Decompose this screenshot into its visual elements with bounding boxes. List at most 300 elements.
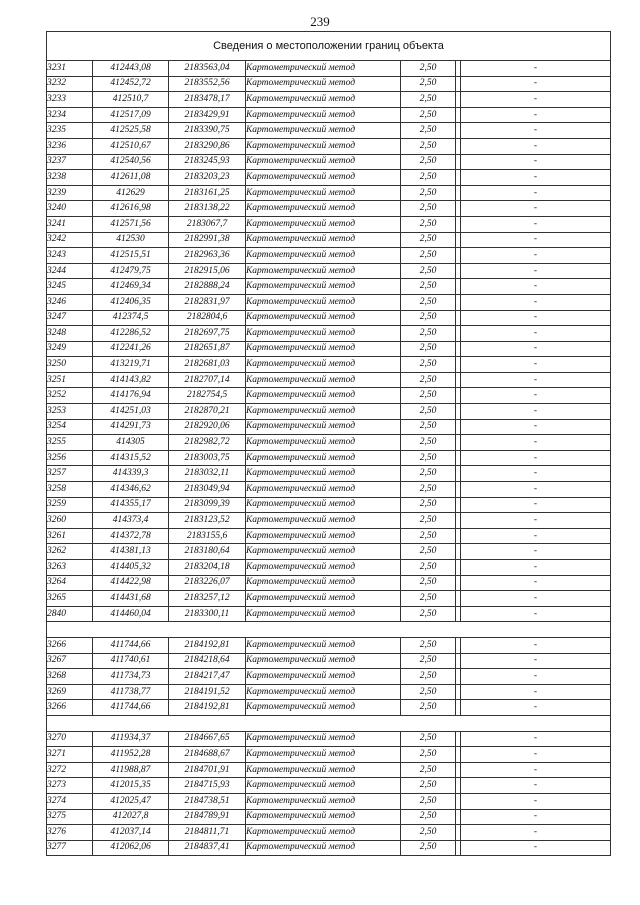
coord-y: 2183049,94 [169,482,246,498]
coord-x: 414355,17 [93,497,169,513]
point-number: 3253 [47,404,93,420]
table-row [47,201,611,217]
dash-cell: - [461,357,611,373]
coord-y: 2183180,64 [169,544,246,560]
method-cell: Картометрический метод [246,793,401,809]
method-cell: Картометрический метод [246,419,401,435]
point-number: 3240 [47,201,93,217]
precision-cell: 2,50 [401,341,456,357]
method-cell: Картометрический метод [246,482,401,498]
method-cell: Картометрический метод [246,185,401,201]
coord-x: 412406,35 [93,294,169,310]
point-number: 3276 [47,825,93,841]
precision-cell: 2,50 [401,606,456,622]
group-separator [47,622,611,638]
coord-x: 414176,94 [93,388,169,404]
coord-y: 2183245,93 [169,154,246,170]
coord-x: 412027,8 [93,809,169,825]
precision-cell: 2,50 [401,185,456,201]
method-cell: Картометрический метод [246,731,401,747]
dash-cell: - [461,762,611,778]
method-cell: Картометрический метод [246,778,401,794]
dash-cell: - [461,326,611,342]
dash-cell: - [461,185,611,201]
coord-y: 2184837,41 [169,840,246,856]
method-cell: Картометрический метод [246,76,401,92]
table-row [47,310,611,326]
dash-cell: - [461,731,611,747]
method-cell: Картометрический метод [246,123,401,139]
coord-y: 2182707,14 [169,372,246,388]
table-row [47,185,611,201]
method-cell: Картометрический метод [246,528,401,544]
coord-y: 2184738,51 [169,793,246,809]
precision-cell: 2,50 [401,575,456,591]
coord-y: 2184701,91 [169,762,246,778]
table-row [47,528,611,544]
coord-x: 414346,62 [93,482,169,498]
method-cell: Картометрический метод [246,809,401,825]
coord-y: 2183155,6 [169,528,246,544]
coord-x: 411738,77 [93,684,169,700]
coord-y: 2183478,17 [169,92,246,108]
point-number: 3265 [47,591,93,607]
coord-y: 2182991,38 [169,232,246,248]
coord-x: 414460,04 [93,606,169,622]
precision-cell: 2,50 [401,778,456,794]
point-number: 3246 [47,294,93,310]
dash-cell: - [461,747,611,763]
method-cell: Картометрический метод [246,762,401,778]
point-number: 3275 [47,809,93,825]
point-number: 3239 [47,185,93,201]
coord-y: 2183290,86 [169,138,246,154]
point-number: 3260 [47,513,93,529]
coord-x: 411734,73 [93,669,169,685]
dash-cell: - [461,216,611,232]
point-number: 3244 [47,263,93,279]
table-row [47,419,611,435]
precision-cell: 2,50 [401,248,456,264]
coord-x: 412479,75 [93,263,169,279]
table-row [47,216,611,232]
table-row [47,294,611,310]
point-number: 3235 [47,123,93,139]
precision-cell: 2,50 [401,528,456,544]
coord-x: 412510,67 [93,138,169,154]
method-cell: Картометрический метод [246,248,401,264]
precision-cell: 2,50 [401,61,456,77]
coord-x: 414339,3 [93,466,169,482]
method-cell: Картометрический метод [246,326,401,342]
coord-x: 414291,73 [93,419,169,435]
table-row [47,762,611,778]
coord-y: 2182697,75 [169,326,246,342]
precision-cell: 2,50 [401,123,456,139]
point-number: 3274 [47,793,93,809]
point-number: 3271 [47,747,93,763]
dash-cell: - [461,560,611,576]
table-row [47,341,611,357]
table-row [47,61,611,77]
point-number: 3273 [47,778,93,794]
table-row [47,731,611,747]
point-number: 2840 [47,606,93,622]
dash-cell: - [461,700,611,716]
table-row [47,560,611,576]
dash-cell: - [461,684,611,700]
coord-y: 2182804,6 [169,310,246,326]
coord-x: 412530 [93,232,169,248]
method-cell: Картометрический метод [246,591,401,607]
precision-cell: 2,50 [401,450,456,466]
coord-x: 412025,47 [93,793,169,809]
method-cell: Картометрический метод [246,435,401,451]
dash-cell: - [461,419,611,435]
point-number: 3241 [47,216,93,232]
dash-cell: - [461,201,611,217]
coord-y: 2182681,03 [169,357,246,373]
coord-y: 2182915,06 [169,263,246,279]
method-cell: Картометрический метод [246,294,401,310]
point-number: 3255 [47,435,93,451]
precision-cell: 2,50 [401,747,456,763]
coord-x: 412241,26 [93,341,169,357]
method-cell: Картометрический метод [246,388,401,404]
point-number: 3232 [47,76,93,92]
method-cell: Картометрический метод [246,216,401,232]
point-number: 3245 [47,279,93,295]
method-cell: Картометрический метод [246,653,401,669]
point-number: 3249 [47,341,93,357]
boundary-table [46,31,611,856]
precision-cell: 2,50 [401,294,456,310]
table-row [47,575,611,591]
coord-y: 2183204,18 [169,560,246,576]
method-cell: Картометрический метод [246,310,401,326]
coord-y: 2183429,91 [169,107,246,123]
table-row [47,669,611,685]
table-row [47,497,611,513]
coord-x: 412469,34 [93,279,169,295]
table-row [47,123,611,139]
method-cell: Картометрический метод [246,92,401,108]
point-number: 3250 [47,357,93,373]
table-row [47,637,611,653]
table-row [47,466,611,482]
dash-cell: - [461,793,611,809]
dash-cell: - [461,341,611,357]
method-cell: Картометрический метод [246,560,401,576]
coord-y: 2183123,52 [169,513,246,529]
dash-cell: - [461,61,611,77]
precision-cell: 2,50 [401,92,456,108]
method-cell: Картометрический метод [246,825,401,841]
coord-y: 2183138,22 [169,201,246,217]
coord-x: 412062,06 [93,840,169,856]
dash-cell: - [461,669,611,685]
precision-cell: 2,50 [401,731,456,747]
table-row [47,591,611,607]
dash-cell: - [461,825,611,841]
point-number: 3259 [47,497,93,513]
coord-y: 2184217,47 [169,669,246,685]
dash-cell: - [461,778,611,794]
dash-cell: - [461,591,611,607]
method-cell: Картометрический метод [246,154,401,170]
coord-y: 2183203,23 [169,170,246,186]
coord-y: 2183563,04 [169,61,246,77]
coord-y: 2182831,97 [169,294,246,310]
precision-cell: 2,50 [401,201,456,217]
coord-y: 2183067,7 [169,216,246,232]
point-number: 3266 [47,637,93,653]
precision-cell: 2,50 [401,232,456,248]
dash-cell: - [461,76,611,92]
table-row [47,138,611,154]
precision-cell: 2,50 [401,762,456,778]
precision-cell: 2,50 [401,310,456,326]
method-cell: Картометрический метод [246,637,401,653]
method-cell: Картометрический метод [246,747,401,763]
coord-x: 413219,71 [93,357,169,373]
dash-cell: - [461,232,611,248]
coord-y: 2182651,87 [169,341,246,357]
point-number: 3247 [47,310,93,326]
dash-cell: - [461,575,611,591]
point-number: 3270 [47,731,93,747]
coord-x: 412015,35 [93,778,169,794]
coord-x: 411934,37 [93,731,169,747]
dash-cell: - [461,279,611,295]
point-number: 3254 [47,419,93,435]
coord-x: 414381,13 [93,544,169,560]
dash-cell: - [461,809,611,825]
precision-cell: 2,50 [401,216,456,232]
table-row [47,793,611,809]
precision-cell: 2,50 [401,482,456,498]
method-cell: Картометрический метод [246,575,401,591]
precision-cell: 2,50 [401,466,456,482]
precision-cell: 2,50 [401,653,456,669]
table-row [47,513,611,529]
point-number: 3251 [47,372,93,388]
coord-x: 412611,08 [93,170,169,186]
coord-x: 412443,08 [93,61,169,77]
method-cell: Картометрический метод [246,684,401,700]
table-row [47,684,611,700]
table-row [47,450,611,466]
coord-y: 2184789,91 [169,809,246,825]
table-row [47,76,611,92]
dash-cell: - [461,497,611,513]
method-cell: Картометрический метод [246,232,401,248]
point-number: 3272 [47,762,93,778]
coord-x: 414372,78 [93,528,169,544]
point-number: 3234 [47,107,93,123]
table-row [47,279,611,295]
coord-y: 2183003,75 [169,450,246,466]
dash-cell: - [461,466,611,482]
group-separator-row [47,622,611,638]
precision-cell: 2,50 [401,76,456,92]
point-number: 3264 [47,575,93,591]
table-row [47,700,611,716]
coord-y: 2184191,52 [169,684,246,700]
coord-x: 411740,61 [93,653,169,669]
method-cell: Картометрический метод [246,700,401,716]
method-cell: Картометрический метод [246,372,401,388]
table-row [47,747,611,763]
dash-cell: - [461,310,611,326]
dash-cell: - [461,263,611,279]
coord-x: 412629 [93,185,169,201]
precision-cell: 2,50 [401,825,456,841]
dash-cell: - [461,372,611,388]
precision-cell: 2,50 [401,279,456,295]
precision-cell: 2,50 [401,637,456,653]
dash-cell: - [461,138,611,154]
coord-y: 2182888,24 [169,279,246,295]
point-number: 3248 [47,326,93,342]
table-body [47,61,611,856]
point-number: 3268 [47,669,93,685]
table-row [47,232,611,248]
precision-cell: 2,50 [401,357,456,373]
table-row [47,606,611,622]
coord-x: 412525,58 [93,123,169,139]
coord-x: 412515,51 [93,248,169,264]
coord-x: 411988,87 [93,762,169,778]
coord-y: 2182920,06 [169,419,246,435]
point-number: 3262 [47,544,93,560]
table-row [47,154,611,170]
coord-x: 412540,56 [93,154,169,170]
table-row [47,92,611,108]
point-number: 3236 [47,138,93,154]
coord-y: 2183032,11 [169,466,246,482]
coord-y: 2183161,25 [169,185,246,201]
table-row [47,388,611,404]
dash-cell: - [461,123,611,139]
precision-cell: 2,50 [401,170,456,186]
coord-x: 414431,68 [93,591,169,607]
table-row [47,435,611,451]
precision-cell: 2,50 [401,840,456,856]
method-cell: Картометрический метод [246,840,401,856]
coord-y: 2182754,5 [169,388,246,404]
table-row [47,778,611,794]
point-number: 3233 [47,92,93,108]
coord-x: 412452,72 [93,76,169,92]
method-cell: Картометрический метод [246,341,401,357]
point-number: 3231 [47,61,93,77]
precision-cell: 2,50 [401,388,456,404]
coord-x: 412616,98 [93,201,169,217]
table-row [47,653,611,669]
method-cell: Картометрический метод [246,497,401,513]
coord-y: 2184218,64 [169,653,246,669]
dash-cell: - [461,107,611,123]
table-row [47,326,611,342]
coord-x: 412286,52 [93,326,169,342]
precision-cell: 2,50 [401,513,456,529]
coord-y: 2182870,21 [169,404,246,420]
precision-cell: 2,50 [401,544,456,560]
precision-cell: 2,50 [401,700,456,716]
method-cell: Картометрический метод [246,107,401,123]
coord-x: 412510,7 [93,92,169,108]
point-number: 3242 [47,232,93,248]
precision-cell: 2,50 [401,809,456,825]
dash-cell: - [461,435,611,451]
precision-cell: 2,50 [401,372,456,388]
point-number: 3257 [47,466,93,482]
dash-cell: - [461,92,611,108]
group-separator-row [47,715,611,731]
table-row [47,809,611,825]
method-cell: Картометрический метод [246,606,401,622]
point-number: 3258 [47,482,93,498]
coord-x: 412517,09 [93,107,169,123]
point-number: 3243 [47,248,93,264]
coord-y: 2183257,12 [169,591,246,607]
coord-x: 414143,82 [93,372,169,388]
point-number: 3266 [47,700,93,716]
point-number: 3267 [47,653,93,669]
coord-x: 412037,14 [93,825,169,841]
table-row [47,263,611,279]
dash-cell: - [461,404,611,420]
coord-y: 2184811,71 [169,825,246,841]
method-cell: Картометрический метод [246,201,401,217]
coord-x: 414315,52 [93,450,169,466]
coord-y: 2182982,72 [169,435,246,451]
precision-cell: 2,50 [401,591,456,607]
dash-cell: - [461,154,611,170]
precision-cell: 2,50 [401,419,456,435]
dash-cell: - [461,388,611,404]
coord-x: 411744,66 [93,637,169,653]
coord-x: 414405,32 [93,560,169,576]
dash-cell: - [461,513,611,529]
coord-y: 2183552,56 [169,76,246,92]
group-separator [47,715,611,731]
dash-cell: - [461,482,611,498]
table-row [47,840,611,856]
point-number: 3238 [47,170,93,186]
precision-cell: 2,50 [401,326,456,342]
coord-y: 2184688,67 [169,747,246,763]
point-number: 3256 [47,450,93,466]
coord-y: 2183300,11 [169,606,246,622]
point-number: 3237 [47,154,93,170]
table-row [47,170,611,186]
point-number: 3269 [47,684,93,700]
dash-cell: - [461,653,611,669]
dash-cell: - [461,294,611,310]
coord-y: 2183099,39 [169,497,246,513]
table-row [47,544,611,560]
method-cell: Картометрический метод [246,357,401,373]
dash-cell: - [461,840,611,856]
table-row [47,482,611,498]
table-row [47,404,611,420]
point-number: 3252 [47,388,93,404]
method-cell: Картометрический метод [246,138,401,154]
coord-y: 2184667,65 [169,731,246,747]
coord-x: 412374,5 [93,310,169,326]
